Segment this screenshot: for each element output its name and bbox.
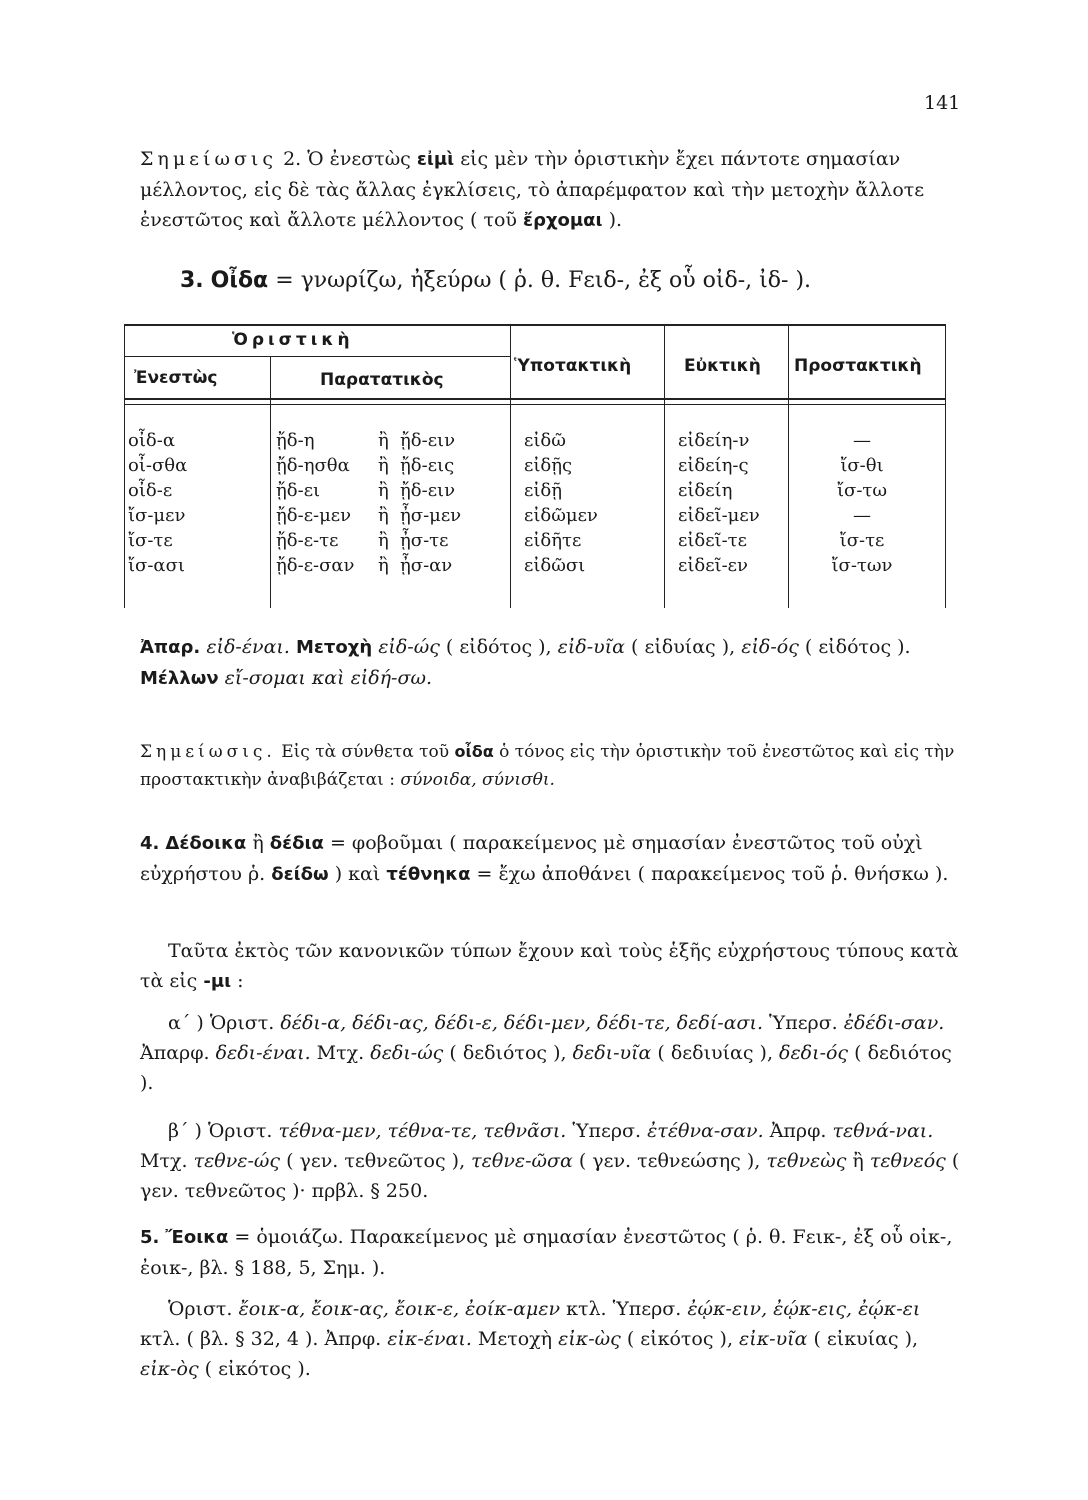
section-3-heading: 3. Οἶδα = γνωρίζω, ἠξεύρω ( ῥ. θ. Fειδ-, ἐξ οὗ οἰδ-, ἰδ- ). (180, 268, 812, 293)
note-paragraph-1: Σημείωσις 2. Ὁ ἐνεστὼς εἰμὶ εἰς μὲν τὴν ὁριστικὴν ἔχει πάντοτε σημασίαν μέλλοντος, εἰς δὲ τὰς ἄλλας ἐγκλίσεις, τὸ ἀπαρέμφατον καὶ τὴν μετοχὴν ἄλλοτε ἐνεστῶτος καὶ ἄλλοτε μέλλοντος ( τοῦ ἔρχομαι ). (140, 148, 925, 231)
header-paratatikos: Παρατατικὸς (320, 370, 444, 390)
note-paragraph-2: Σημείωσις. Εἰς τὰ σύνθετα τοῦ οἶδα ὁ τόνος εἰς τὴν ὁριστικὴν τοῦ ἐνεστῶτος καὶ εἰς τὴν προστακτικὴν ἀναβιβάζεται : σύνοιδα, σύνισθι. (140, 742, 955, 790)
table-right-border (945, 324, 946, 608)
section-4-intro: Ταῦτα ἐκτὸς τῶν κανονικῶν τύπων ἔχουν καὶ τοὺς ἑξῆς εὐχρήστους τύπους κατὰ τὰ εἰς -μι : (140, 940, 959, 992)
header-efktiki: Εὐκτικὴ (684, 356, 761, 376)
col-enestos: οἶδ-α οἶ-σθα οἶδ-ε ἴσ-μεν ἴσ-τε ἴσ-ασι (128, 430, 188, 576)
section-5-paragraph: 5. Ἔοικα = ὁμοιάζω. Παρακείμενος μὲ σημασίαν ἐνεστῶτος ( ῥ. θ. Fεικ-, ἐξ οὗ οἰκ-, ἐοικ-, βλ. § 188, 5, Σημ. ). (140, 1226, 953, 1279)
col-paratatikos-or: ἢ ἢ ἢ ἢ ἢ ἢ (378, 430, 389, 576)
table-col-divider-1 (270, 356, 271, 608)
conjugation-table (124, 322, 946, 608)
header-prostaktiki: Προστακτικὴ (794, 356, 922, 376)
forms-paragraph: Ἀπαρ. εἰδ-έναι. Μετοχὴ εἰδ-ώς ( εἰδότος ), εἰδ-υῖα ( εἰδυίας ), εἰδ-ός ( εἰδότος ). Μέλλων εἴ-σομαι καὶ εἰδή-σω. (140, 636, 911, 689)
table-header-bottom-rule-2 (124, 404, 946, 405)
header-ypotaktiki: Ὑποτακτικὴ (514, 356, 632, 376)
table-header-bottom-rule (124, 398, 946, 400)
table-header-rule (124, 356, 510, 357)
section-5-forms: Ὁριστ. ἔοικ-α, ἔοικ-ας, ἔοικ-ε, ἐοίκ-αμεν κτλ. Ὑπερσ. ἐῴκ-ειν, ἐῴκ-εις, ἐῴκ-ει κτλ. ( βλ. § 32, 4 ). Ἀπρφ. εἰκ-έναι. Μετοχὴ εἰκ-ὼς ( εἰκότος ), εἰκ-υῖα ( εἰκυίας ), εἰκ-ὸς ( εἰκότος ). (140, 1298, 921, 1380)
section-4-beta: β΄ ) Ὁριστ. τέθνα-μεν, τέθνα-τε, τεθνᾶσι. Ὑπερσ. ἐτέθνα-σαν. Ἀπρφ. τεθνά-ναι. Μτχ. τεθνε-ώς ( γεν. τεθνεῶτος ), τεθνε-ῶσα ( γεν. τεθνεώσης ), τεθνεὼς ἢ τεθνεός ( γεν. τεθνεῶτος )· πρβλ. § 250. (140, 1120, 960, 1202)
table-col-divider-3 (664, 324, 665, 608)
header-oristiki: Ὁριστικὴ (232, 330, 354, 350)
col-prostaktiki: — ἴσ-θι ἴσ-τω — ἴσ-τε ἴσ-των (831, 430, 893, 576)
page-number: 141 (924, 92, 961, 114)
section-4-paragraph: 4. Δέδοικα ἢ δέδια = φοβοῦμαι ( παρακείμενος μὲ σημασίαν ἐνεστῶτος τοῦ οὐχὶ εὐχρήστου ῥ. δείδω ) καὶ τέθνηκα = ἔχω ἀποθάνει ( παρακείμενος τοῦ ῥ. θνήσκω ). (140, 832, 949, 885)
col-efktiki: εἰδείη-ν εἰδείη-ς εἰδείη εἰδεῖ-μεν εἰδεῖ-τε εἰδεῖ-εν (678, 430, 760, 576)
col-ypotaktiki: εἰδῶ εἰδῇς εἰδῇ εἰδῶμεν εἰδῆτε εἰδῶσι (524, 430, 598, 576)
col-paratatikos-b: ᾔδ-ειν ᾔδ-εις ᾔδ-ειν ᾖσ-μεν ᾖσ-τε ᾖσ-αν (400, 430, 462, 576)
section-4-alpha: α΄ ) Ὁριστ. δέδι-α, δέδι-ας, δέδι-ε, δέδι-μεν, δέδι-τε, δεδί-ασι. Ὑπερσ. ἐδέδι-σαν. Ἀπαρφ. δεδι-έναι. Μτχ. δεδι-ώς ( δεδιότος ), δεδι-υῖα ( δεδιυίας ), δεδι-ός ( δεδιότος ). (140, 1012, 952, 1094)
table-top-rule (124, 324, 946, 326)
table-left-border (124, 324, 125, 608)
col-paratatikos-a: ᾔδ-η ᾔδ-ησθα ᾔδ-ει ᾔδ-ε-μεν ᾔδ-ε-τε ᾔδ-ε-σαν (276, 430, 355, 576)
table-col-divider-2 (510, 324, 511, 608)
table-col-divider-4 (788, 324, 789, 608)
header-enestos: Ἐνεστὼς (134, 368, 218, 388)
